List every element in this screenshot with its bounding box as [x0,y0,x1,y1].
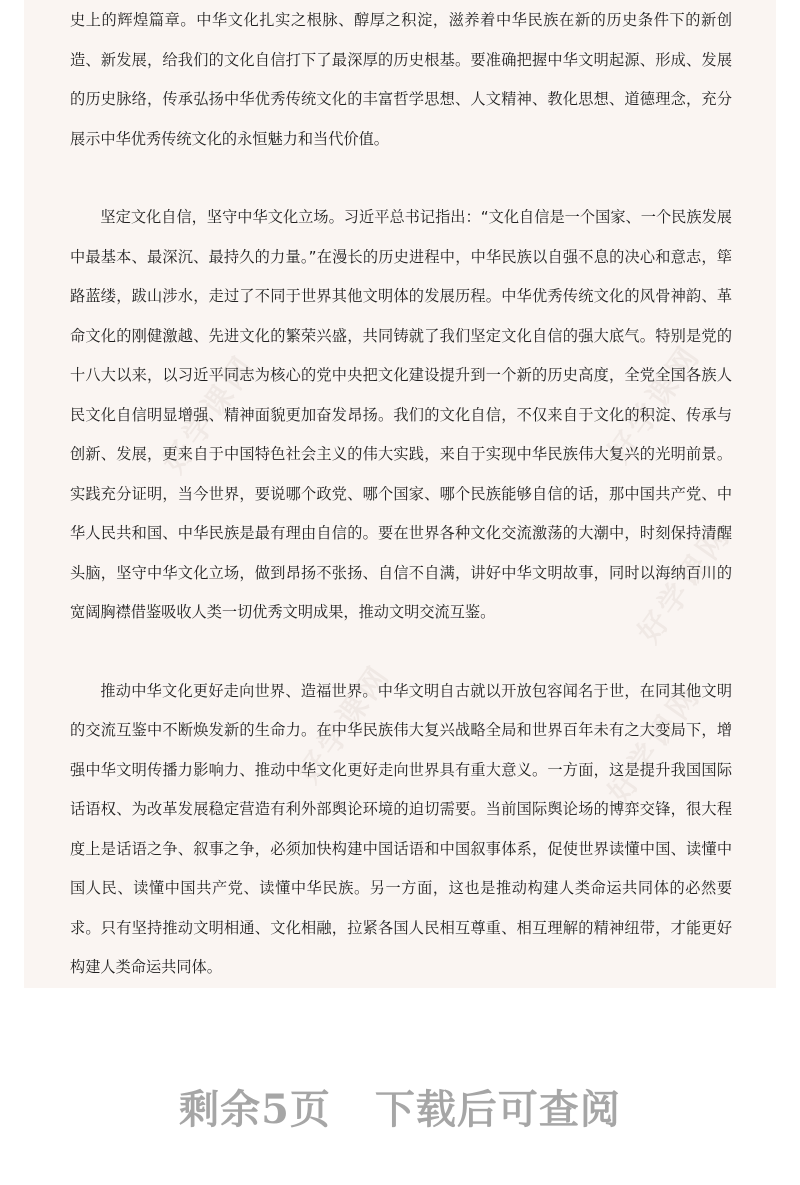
paragraph-cultural-roots: 史上的辉煌篇章。中华文化扎实之根脉、醇厚之积淀，滋养着中华民族在新的历史条件下的新创造、新发展，给我们的文化自信打下了最深厚的历史根基。要准确把握中华文明起源、形成、发展的历史脉络，传承弘扬中华优秀传统文化的丰富哲学思想、人文精神、教化思想、道德理念，充分展示中华优秀传统文化的永恒魅力和当代价值。 [70,11,732,148]
document-page-panel [24,0,776,988]
watermark: 好学课网 [601,338,709,470]
watermark: 好学课网 [291,658,399,790]
remaining-pages-label: 剩余5页 [179,1086,331,1133]
watermark: 好学课网 [156,348,264,480]
paragraph-culture-to-world: 推动中华文化更好走向世界、造福世界。中华文明自古就以开放包容闻名于世，在同其他文明的交流互鉴中不断焕发新的生命力。在中华民族伟大复兴战略全局和世界百年未有之大变局下，增强中华文明传播力影响力、推动中华文化更好走向世界具有重大意义。一方面，这是提升我国国际话语权、为改革发展稳定营造有利外部舆论环境的迫切需要。当前国际舆论场的博弈交锋，很大程度上是话语之争、叙事之争，必须加快构建中国话语和中国叙事体系，促使世界读懂中国、读懂中国人民、读懂中国共产党、读懂中华民族。另一方面，这也是推动构建人类命运共同体的必然要求。只有坚持推动文明相通、文化相融，拉紧各国人民相互尊重、相互理解的精神纽带，才能更好构建人类命运共同体。 [70,681,732,976]
download-to-view-label: 下载后可查阅 [374,1086,621,1133]
document-body [70,0,732,988]
paragraph-cultural-confidence: 坚定文化自信，坚守中华文化立场。习近平总书记指出：“文化自信是一个国家、一个民族发展中最基本、最深沉、最持久的力量。”在漫长的历史进程中，中华民族以自强不息的决心和意志，筚路蓝缕，跋山涉水，走过了不同于世界其他文明体的发展历程。中华优秀传统文化的风骨神韵、革命文化的刚健激越、先进文化的繁荣兴盛，共同铸就了我们坚定文化自信的强大底气。特别是党的十八大以来，以习近平同志为核心的党中央把文化建设提升到一个新的历史高度，全党全国各族人民文化自信明显增强、精神面貌更加奋发昂扬。我们的文化自信，不仅来自于文化的积淀、传承与创新、发展，更来自于中国特色社会主义的伟大实践，来自于实现中华民族伟大复兴的光明前景。实践充分证明，当今世界，要说哪个政党、哪个国家、哪个民族能够自信的话，那中国共产党、中华人民共和国、中华民族是最有理由自信的。要在世界各种文化交流激荡的大潮中，时刻保持清醒头脑，坚守中华文化立场，做到昂扬不张扬、自信不自满，讲好中华文明故事，同时以海纳百川的宽阔胸襟借鉴吸收人类一切优秀文明成果，推动文明交流互鉴。 [70,208,732,621]
download-prompt-banner[interactable] [0,1078,800,1135]
watermark: 好学课网 [631,518,739,650]
watermark: 好学课网 [601,678,709,810]
